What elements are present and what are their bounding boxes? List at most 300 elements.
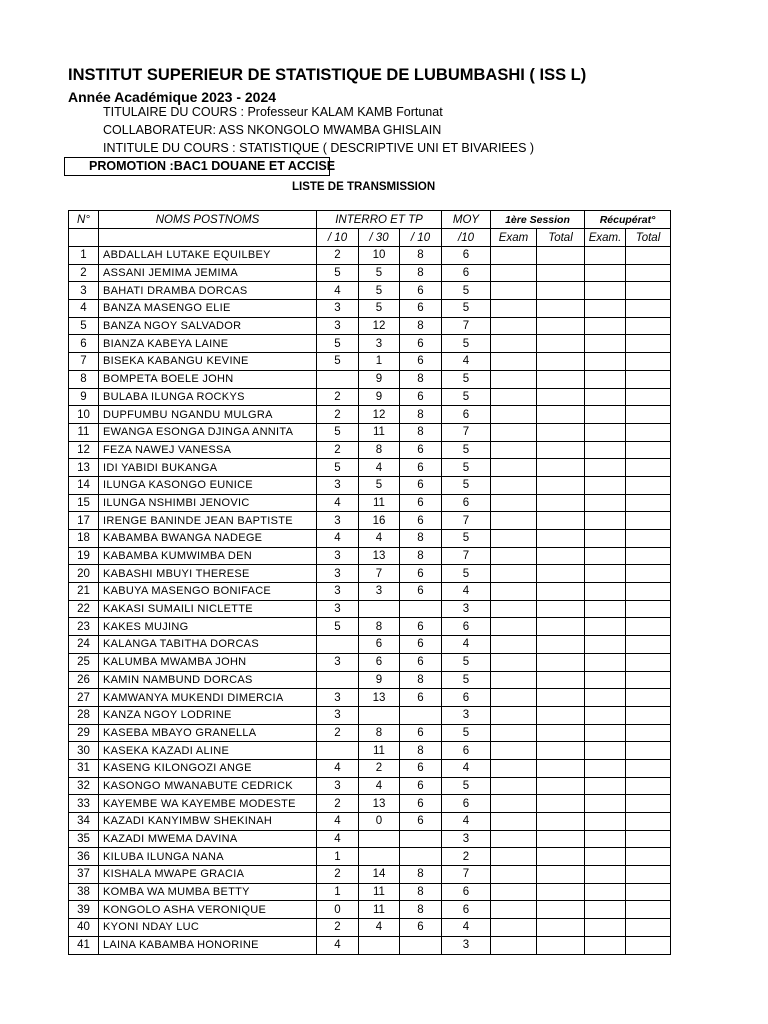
total-session-cell <box>537 706 585 724</box>
total-session-cell <box>537 671 585 689</box>
average-score: 6 <box>442 494 491 512</box>
interro-score-1: 2 <box>317 795 359 813</box>
interro-score-1: 2 <box>317 919 359 937</box>
row-number: 20 <box>69 565 99 583</box>
total-session-cell <box>537 370 585 388</box>
interro-score-3: 6 <box>400 653 442 671</box>
interro-score-2: 13 <box>359 689 400 707</box>
interro-score-3: 6 <box>400 813 442 831</box>
total-session-cell <box>537 547 585 565</box>
exam-recup-cell <box>585 689 626 707</box>
exam-recup-cell <box>585 724 626 742</box>
student-name: BANZA NGOY SALVADOR <box>99 317 317 335</box>
interro-score-2: 8 <box>359 441 400 459</box>
interro-score-1: 2 <box>317 441 359 459</box>
interro-score-2: 0 <box>359 813 400 831</box>
total-session-cell <box>537 936 585 954</box>
exam-session-cell <box>491 282 537 300</box>
interro-score-2: 6 <box>359 636 400 654</box>
exam-session-cell <box>491 370 537 388</box>
average-score: 5 <box>442 530 491 548</box>
document-title: INSTITUT SUPERIEUR DE STATISTIQUE DE LUBUMBASHI ( ISS L) <box>68 66 587 84</box>
interro-score-3 <box>400 706 442 724</box>
average-score: 5 <box>442 476 491 494</box>
row-number: 8 <box>69 370 99 388</box>
exam-session-cell <box>491 883 537 901</box>
interro-score-3: 8 <box>400 264 442 282</box>
average-score: 5 <box>442 300 491 318</box>
interro-score-1: 5 <box>317 353 359 371</box>
interro-score-3: 8 <box>400 671 442 689</box>
interro-score-1: 4 <box>317 494 359 512</box>
list-title: LISTE DE TRANSMISSION <box>292 181 436 193</box>
average-score: 5 <box>442 335 491 353</box>
subheader-total-recup: Total <box>626 229 671 247</box>
interro-score-2: 3 <box>359 335 400 353</box>
row-number: 2 <box>69 264 99 282</box>
interro-score-3: 6 <box>400 583 442 601</box>
total-recup-cell <box>626 512 671 530</box>
table-row <box>69 600 671 618</box>
average-score: 6 <box>442 795 491 813</box>
interro-score-2: 11 <box>359 883 400 901</box>
interro-score-3: 8 <box>400 370 442 388</box>
course-collaborator: COLLABORATEUR: ASS NKONGOLO MWAMBA GHISLAIN <box>103 123 442 137</box>
total-recup-cell <box>626 423 671 441</box>
total-session-cell <box>537 901 585 919</box>
interro-score-2: 1 <box>359 353 400 371</box>
subheader-total-session: Total <box>537 229 585 247</box>
student-name: KAMIN NAMBUND DORCAS <box>99 671 317 689</box>
interro-score-2: 11 <box>359 423 400 441</box>
interro-score-3: 6 <box>400 300 442 318</box>
subheader-exam-session: Exam <box>491 229 537 247</box>
interro-score-2: 2 <box>359 759 400 777</box>
interro-score-2: 4 <box>359 919 400 937</box>
interro-score-1: 4 <box>317 936 359 954</box>
interro-score-2: 14 <box>359 866 400 884</box>
interro-score-2: 9 <box>359 671 400 689</box>
average-score: 7 <box>442 547 491 565</box>
row-number: 13 <box>69 459 99 477</box>
interro-score-1: 0 <box>317 901 359 919</box>
exam-recup-cell <box>585 264 626 282</box>
average-score: 5 <box>442 459 491 477</box>
exam-session-cell <box>491 476 537 494</box>
interro-score-2 <box>359 706 400 724</box>
average-score: 3 <box>442 830 491 848</box>
row-number: 24 <box>69 636 99 654</box>
student-name: KALUMBA MWAMBA JOHN <box>99 653 317 671</box>
exam-recup-cell <box>585 247 626 265</box>
subheader-moy: /10 <box>442 229 491 247</box>
interro-score-3: 8 <box>400 866 442 884</box>
exam-recup-cell <box>585 512 626 530</box>
interro-score-1: 4 <box>317 759 359 777</box>
exam-session-cell <box>491 618 537 636</box>
row-number: 30 <box>69 742 99 760</box>
interro-score-1: 4 <box>317 813 359 831</box>
exam-recup-cell <box>585 370 626 388</box>
total-recup-cell <box>626 441 671 459</box>
interro-score-2: 11 <box>359 901 400 919</box>
total-session-cell <box>537 264 585 282</box>
table-row <box>69 512 671 530</box>
student-name: KANZA NGOY LODRINE <box>99 706 317 724</box>
interro-score-1: 3 <box>317 476 359 494</box>
exam-recup-cell <box>585 936 626 954</box>
total-session-cell <box>537 813 585 831</box>
interro-score-3: 6 <box>400 512 442 530</box>
total-recup-cell <box>626 247 671 265</box>
table-row <box>69 370 671 388</box>
row-number: 22 <box>69 600 99 618</box>
interro-score-3: 6 <box>400 353 442 371</box>
interro-score-1: 3 <box>317 689 359 707</box>
table-row <box>69 919 671 937</box>
average-score: 5 <box>442 724 491 742</box>
interro-score-2: 10 <box>359 247 400 265</box>
interro-score-1: 2 <box>317 247 359 265</box>
interro-score-2: 3 <box>359 583 400 601</box>
interro-score-3: 6 <box>400 724 442 742</box>
total-session-cell <box>537 441 585 459</box>
interro-score-1: 4 <box>317 530 359 548</box>
student-name: KISHALA MWAPE GRACIA <box>99 866 317 884</box>
row-number: 27 <box>69 689 99 707</box>
total-session-cell <box>537 423 585 441</box>
student-name: KAKES MUJING <box>99 618 317 636</box>
total-recup-cell <box>626 901 671 919</box>
subheader-empty <box>99 229 317 247</box>
exam-recup-cell <box>585 759 626 777</box>
table-row <box>69 742 671 760</box>
interro-score-3: 6 <box>400 335 442 353</box>
student-name: KASEBA MBAYO GRANELLA <box>99 724 317 742</box>
total-recup-cell <box>626 689 671 707</box>
average-score: 7 <box>442 866 491 884</box>
exam-recup-cell <box>585 388 626 406</box>
table-row <box>69 264 671 282</box>
student-name: KABUYA MASENGO BONIFACE <box>99 583 317 601</box>
exam-recup-cell <box>585 494 626 512</box>
total-session-cell <box>537 317 585 335</box>
student-name: KASEKA KAZADI ALINE <box>99 742 317 760</box>
exam-recup-cell <box>585 583 626 601</box>
table-row <box>69 830 671 848</box>
exam-recup-cell <box>585 530 626 548</box>
interro-score-2: 12 <box>359 406 400 424</box>
exam-session-cell <box>491 423 537 441</box>
row-number: 14 <box>69 476 99 494</box>
interro-score-3: 8 <box>400 901 442 919</box>
exam-recup-cell <box>585 813 626 831</box>
row-number: 33 <box>69 795 99 813</box>
interro-score-1: 5 <box>317 618 359 636</box>
exam-session-cell <box>491 459 537 477</box>
table-row <box>69 335 671 353</box>
interro-score-3: 6 <box>400 459 442 477</box>
average-score: 5 <box>442 370 491 388</box>
total-recup-cell <box>626 742 671 760</box>
student-name: KAYEMBE WA KAYEMBE MODESTE <box>99 795 317 813</box>
exam-session-cell <box>491 547 537 565</box>
average-score: 6 <box>442 689 491 707</box>
average-score: 3 <box>442 600 491 618</box>
exam-session-cell <box>491 866 537 884</box>
interro-score-2: 11 <box>359 742 400 760</box>
total-session-cell <box>537 476 585 494</box>
exam-session-cell <box>491 671 537 689</box>
table-row <box>69 777 671 795</box>
student-name: BANZA MASENGO ELIE <box>99 300 317 318</box>
total-session-cell <box>537 583 585 601</box>
total-session-cell <box>537 866 585 884</box>
interro-score-1: 3 <box>317 317 359 335</box>
row-number: 3 <box>69 282 99 300</box>
interro-score-2: 9 <box>359 388 400 406</box>
row-number: 1 <box>69 247 99 265</box>
average-score: 5 <box>442 653 491 671</box>
interro-score-3: 8 <box>400 530 442 548</box>
exam-session-cell <box>491 247 537 265</box>
total-recup-cell <box>626 724 671 742</box>
table-row <box>69 406 671 424</box>
row-number: 37 <box>69 866 99 884</box>
interro-score-1: 3 <box>317 706 359 724</box>
interro-score-3 <box>400 600 442 618</box>
total-recup-cell <box>626 370 671 388</box>
interro-score-3: 8 <box>400 547 442 565</box>
total-session-cell <box>537 724 585 742</box>
average-score: 4 <box>442 813 491 831</box>
total-session-cell <box>537 406 585 424</box>
subheader-interro-1: / 10 <box>317 229 359 247</box>
exam-recup-cell <box>585 476 626 494</box>
interro-score-1 <box>317 671 359 689</box>
exam-recup-cell <box>585 335 626 353</box>
total-recup-cell <box>626 565 671 583</box>
exam-session-cell <box>491 777 537 795</box>
row-number: 6 <box>69 335 99 353</box>
interro-score-2: 5 <box>359 300 400 318</box>
row-number: 38 <box>69 883 99 901</box>
table-row <box>69 247 671 265</box>
total-recup-cell <box>626 813 671 831</box>
subheader-empty <box>69 229 99 247</box>
exam-session-cell <box>491 494 537 512</box>
table-row <box>69 282 671 300</box>
total-session-cell <box>537 777 585 795</box>
average-score: 6 <box>442 264 491 282</box>
exam-session-cell <box>491 901 537 919</box>
student-name: IRENGE BANINDE JEAN BAPTISTE <box>99 512 317 530</box>
average-score: 6 <box>442 901 491 919</box>
student-name: BOMPETA BOELE JOHN <box>99 370 317 388</box>
interro-score-1: 5 <box>317 335 359 353</box>
row-number: 15 <box>69 494 99 512</box>
interro-score-2: 4 <box>359 530 400 548</box>
row-number: 29 <box>69 724 99 742</box>
table-row <box>69 423 671 441</box>
exam-recup-cell <box>585 317 626 335</box>
average-score: 7 <box>442 423 491 441</box>
exam-recup-cell <box>585 441 626 459</box>
total-recup-cell <box>626 795 671 813</box>
average-score: 6 <box>442 742 491 760</box>
student-name: ILUNGA NSHIMBI JENOVIC <box>99 494 317 512</box>
exam-recup-cell <box>585 866 626 884</box>
row-number: 4 <box>69 300 99 318</box>
exam-session-cell <box>491 353 537 371</box>
interro-score-2 <box>359 830 400 848</box>
total-recup-cell <box>626 777 671 795</box>
total-recup-cell <box>626 653 671 671</box>
interro-score-2: 4 <box>359 459 400 477</box>
interro-score-3 <box>400 830 442 848</box>
student-name: KONGOLO ASHA VERONIQUE <box>99 901 317 919</box>
interro-score-3: 6 <box>400 388 442 406</box>
exam-session-cell <box>491 653 537 671</box>
row-number: 41 <box>69 936 99 954</box>
table-row <box>69 813 671 831</box>
total-session-cell <box>537 353 585 371</box>
interro-score-2: 11 <box>359 494 400 512</box>
interro-score-3: 8 <box>400 423 442 441</box>
exam-session-cell <box>491 600 537 618</box>
student-name: KABASHI MBUYI THERESE <box>99 565 317 583</box>
student-name: KASONGO MWANABUTE CEDRICK <box>99 777 317 795</box>
exam-recup-cell <box>585 777 626 795</box>
table-row <box>69 317 671 335</box>
average-score: 4 <box>442 919 491 937</box>
interro-score-1: 3 <box>317 777 359 795</box>
interro-score-1: 2 <box>317 406 359 424</box>
total-recup-cell <box>626 706 671 724</box>
interro-score-1: 5 <box>317 264 359 282</box>
table-row <box>69 901 671 919</box>
course-holder: TITULAIRE DU COURS : Professeur KALAM KAMB Fortunat <box>103 105 443 119</box>
interro-score-3: 8 <box>400 247 442 265</box>
row-number: 5 <box>69 317 99 335</box>
table-row <box>69 530 671 548</box>
average-score: 6 <box>442 618 491 636</box>
header-recuperation: Récupérat° <box>585 211 671 229</box>
total-session-cell <box>537 565 585 583</box>
header-number: N° <box>69 211 99 229</box>
average-score: 7 <box>442 317 491 335</box>
interro-score-3: 8 <box>400 742 442 760</box>
exam-recup-cell <box>585 706 626 724</box>
row-number: 7 <box>69 353 99 371</box>
exam-recup-cell <box>585 795 626 813</box>
total-recup-cell <box>626 264 671 282</box>
interro-score-3: 6 <box>400 441 442 459</box>
interro-score-1: 4 <box>317 830 359 848</box>
interro-score-1 <box>317 636 359 654</box>
total-recup-cell <box>626 494 671 512</box>
exam-recup-cell <box>585 848 626 866</box>
exam-session-cell <box>491 300 537 318</box>
row-number: 35 <box>69 830 99 848</box>
student-name: FEZA NAWEJ VANESSA <box>99 441 317 459</box>
total-session-cell <box>537 335 585 353</box>
student-name: KABAMBA BWANGA NADEGE <box>99 530 317 548</box>
table-row <box>69 689 671 707</box>
row-number: 21 <box>69 583 99 601</box>
exam-recup-cell <box>585 883 626 901</box>
exam-recup-cell <box>585 423 626 441</box>
student-name: BAHATI DRAMBA DORCAS <box>99 282 317 300</box>
average-score: 5 <box>442 565 491 583</box>
exam-session-cell <box>491 264 537 282</box>
exam-recup-cell <box>585 671 626 689</box>
table-row <box>69 583 671 601</box>
average-score: 2 <box>442 848 491 866</box>
row-number: 12 <box>69 441 99 459</box>
student-name: ABDALLAH LUTAKE EQUILBEY <box>99 247 317 265</box>
exam-recup-cell <box>585 282 626 300</box>
table-row <box>69 653 671 671</box>
interro-score-1: 5 <box>317 459 359 477</box>
exam-session-cell <box>491 406 537 424</box>
total-session-cell <box>537 282 585 300</box>
total-session-cell <box>537 459 585 477</box>
total-session-cell <box>537 653 585 671</box>
average-score: 3 <box>442 936 491 954</box>
total-session-cell <box>537 759 585 777</box>
interro-score-2 <box>359 936 400 954</box>
interro-score-3: 6 <box>400 476 442 494</box>
average-score: 4 <box>442 636 491 654</box>
total-session-cell <box>537 689 585 707</box>
table-row <box>69 618 671 636</box>
student-name: KAZADI KANYIMBW SHEKINAH <box>99 813 317 831</box>
row-number: 32 <box>69 777 99 795</box>
total-session-cell <box>537 300 585 318</box>
exam-recup-cell <box>585 459 626 477</box>
student-name: BIANZA KABEYA LAINE <box>99 335 317 353</box>
exam-recup-cell <box>585 600 626 618</box>
row-number: 18 <box>69 530 99 548</box>
total-session-cell <box>537 388 585 406</box>
exam-recup-cell <box>585 618 626 636</box>
interro-score-3: 6 <box>400 282 442 300</box>
student-name: KASENG KILONGOZI ANGE <box>99 759 317 777</box>
average-score: 4 <box>442 353 491 371</box>
table-row <box>69 476 671 494</box>
header-moy: MOY <box>442 211 491 229</box>
exam-session-cell <box>491 724 537 742</box>
interro-score-2: 8 <box>359 724 400 742</box>
total-session-cell <box>537 494 585 512</box>
exam-session-cell <box>491 636 537 654</box>
total-session-cell <box>537 618 585 636</box>
exam-recup-cell <box>585 300 626 318</box>
average-score: 5 <box>442 388 491 406</box>
total-recup-cell <box>626 282 671 300</box>
exam-session-cell <box>491 759 537 777</box>
exam-session-cell <box>491 530 537 548</box>
interro-score-2: 5 <box>359 282 400 300</box>
exam-session-cell <box>491 388 537 406</box>
student-name: KALANGA TABITHA DORCAS <box>99 636 317 654</box>
interro-score-2: 8 <box>359 618 400 636</box>
student-name: KILUBA ILUNGA NANA <box>99 848 317 866</box>
row-number: 34 <box>69 813 99 831</box>
student-name: ILUNGA KASONGO EUNICE <box>99 476 317 494</box>
total-recup-cell <box>626 759 671 777</box>
